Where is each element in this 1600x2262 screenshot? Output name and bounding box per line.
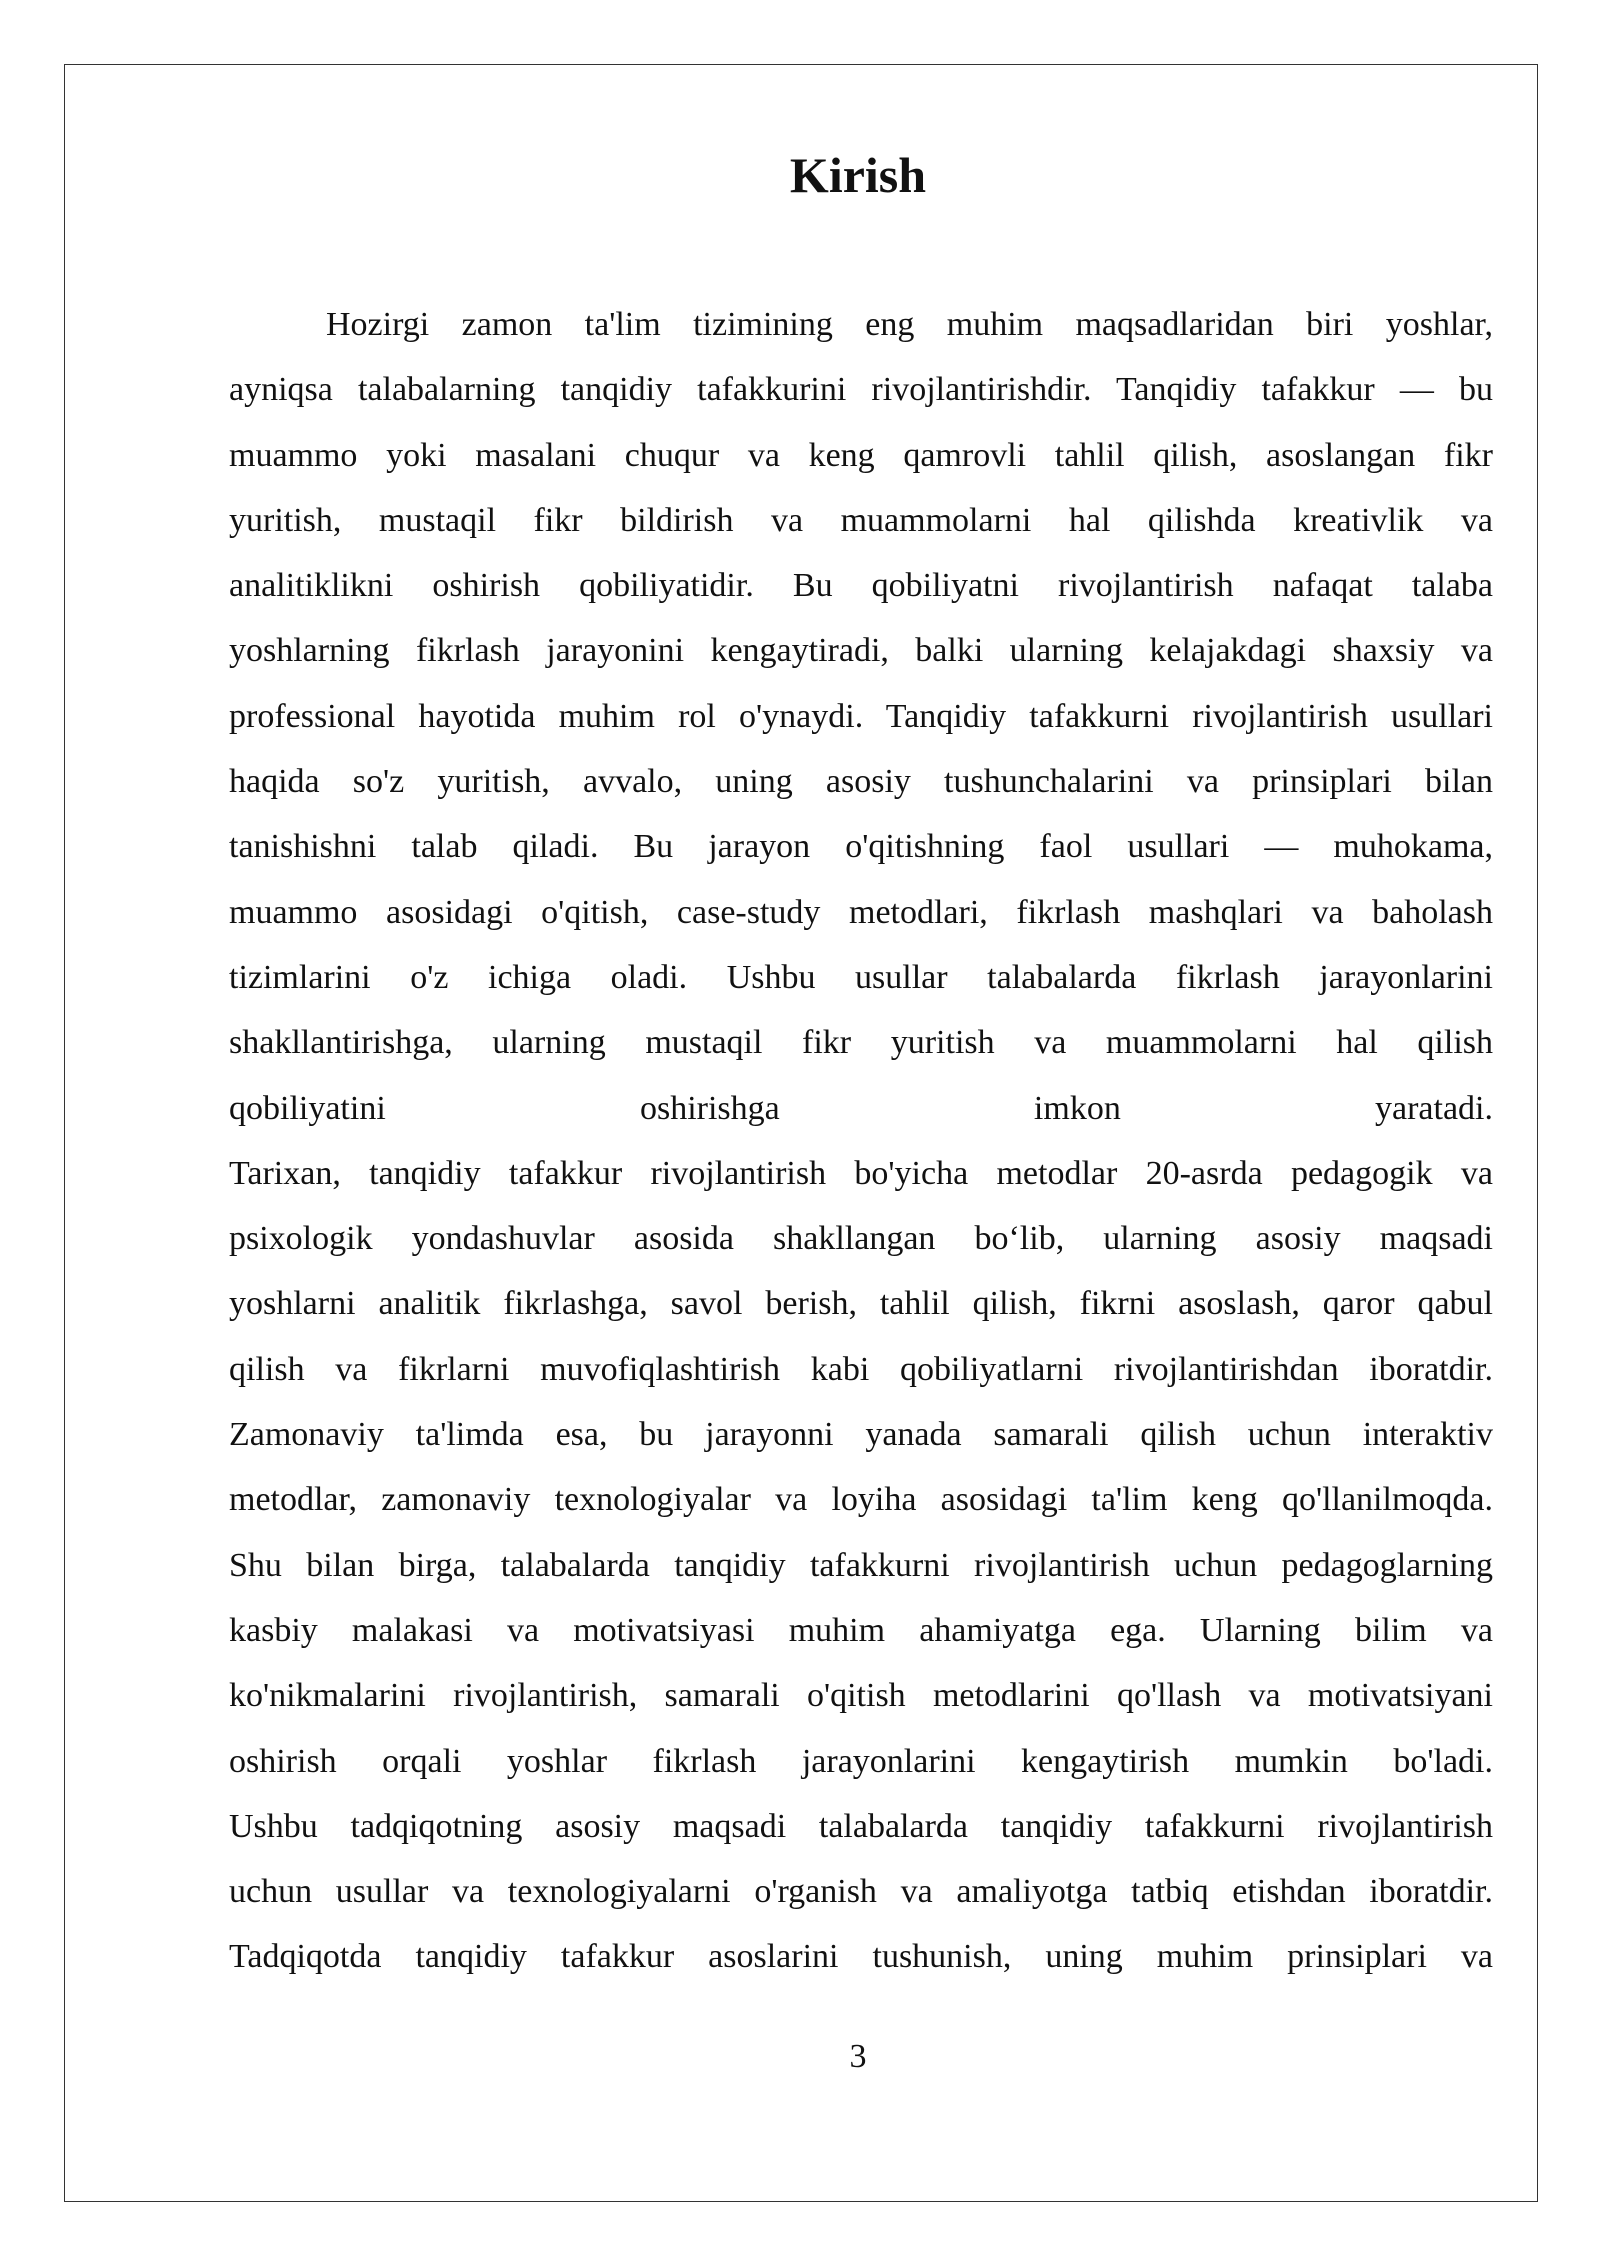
- body-text: [229, 292, 1493, 1990]
- text-line: analitiklikni oshirish qobiliyatidir. Bu qobiliyatni rivojlantirish nafaqat talaba: [229, 567, 1493, 605]
- page-number: 3: [849, 2038, 867, 2075]
- text-line: ayniqsa talabalarning tanqidiy tafakkurini rivojlantirishdir. Tanqidiy tafakkur — bu: [229, 371, 1493, 409]
- text-line: qilish va fikrlarni muvofiqlashtirish kabi qobiliyatlarni rivojlantirishdan iboratdir.: [229, 1350, 1493, 1388]
- text-line: metodlar, zamonaviy texnologiyalar va loyiha asosidagi ta'lim keng qo'llanilmoqda.: [229, 1481, 1493, 1519]
- page-title: Kirish: [789, 147, 927, 203]
- text-line: yuritish, mustaqil fikr bildirish va muammolarni hal qilishda kreativlik va: [229, 501, 1493, 539]
- text-line: Hozirgi zamon ta'lim tizimining eng muhim maqsadlaridan biri yoshlar,: [326, 306, 1493, 343]
- text-line: shakllantirishga, ularning mustaqil fikr yuritish va muammolarni hal qilish: [229, 1024, 1493, 1062]
- text-line: haqida so'z yuritish, avvalo, uning asosiy tushunchalarini va prinsiplari bilan: [229, 763, 1493, 801]
- text-line: ko'nikmalarini rivojlantirish, samarali o'qitish metodlarini qo'llash va motivatsiyani: [229, 1677, 1493, 1715]
- text-line: Zamonaviy ta'limda esa, bu jarayonni yanada samarali qilish uchun interaktiv: [229, 1416, 1493, 1454]
- text-line: yoshlarni analitik fikrlashga, savol berish, tahlil qilish, fikrni asoslash, qaror qabul: [229, 1285, 1493, 1323]
- text-line: tizimlarini o'z ichiga oladi. Ushbu usullar talabalarda fikrlash jarayonlarini: [229, 958, 1493, 996]
- text-line: Ushbu tadqiqotning asosiy maqsadi talabalarda tanqidiy tafakkurni rivojlantirish: [229, 1807, 1493, 1845]
- text-line: kasbiy malakasi va motivatsiyasi muhim ahamiyatga ega. Ularning bilim va: [229, 1611, 1493, 1649]
- text-line: yoshlarning fikrlash jarayonini kengaytiradi, balki ularning kelajakdagi shaxsiy va: [229, 632, 1493, 670]
- text-line: qobiliyatini oshirishga imkon yaratadi.: [229, 1089, 1493, 1127]
- text-line: Tarixan, tanqidiy tafakkur rivojlantirish bo'yicha metodlar 20-asrda pedagogik va: [229, 1154, 1493, 1192]
- text-line: oshirish orqali yoshlar fikrlash jarayonlarini kengaytirish mumkin bo'ladi.: [229, 1742, 1493, 1780]
- text-line: Shu bilan birga, talabalarda tanqidiy tafakkurni rivojlantirish uchun pedagoglarning: [229, 1546, 1493, 1584]
- text-line: uchun usullar va texnologiyalarni o'rganish va amaliyotga tatbiq etishdan iboratdir.: [229, 1873, 1493, 1911]
- text-line: professional hayotida muhim rol o'ynaydi. Tanqidiy tafakkurni rivojlantirish usullari: [229, 697, 1493, 735]
- text-line: muammo asosidagi o'qitish, case-study metodlari, fikrlash mashqlari va baholash: [229, 893, 1493, 931]
- text-line: Tadqiqotda tanqidiy tafakkur asoslarini tushunish, uning muhim prinsiplari va: [229, 1938, 1493, 1976]
- text-line: tanishishni talab qiladi. Bu jarayon o'qitishning faol usullari — muhokama,: [229, 828, 1493, 866]
- text-line: psixologik yondashuvlar asosida shakllangan bo‘lib, ularning asosiy maqsadi: [229, 1220, 1493, 1258]
- text-line: muammo yoki masalani chuqur va keng qamrovli tahlil qilish, asoslangan fikr: [229, 436, 1493, 474]
